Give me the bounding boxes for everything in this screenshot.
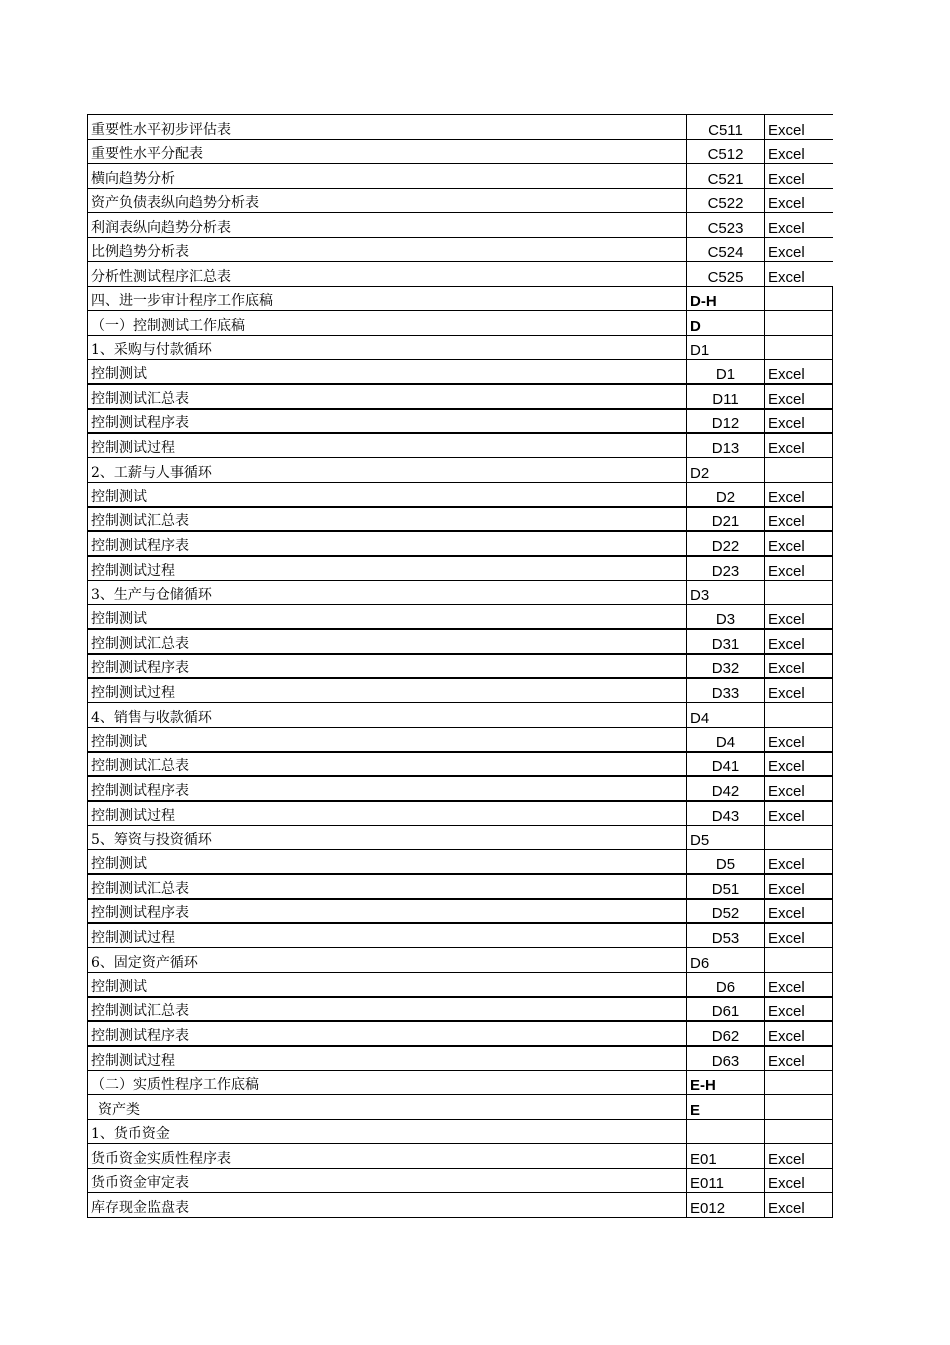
cell-code: D1: [687, 360, 765, 385]
table-row: [88, 874, 833, 899]
cell-name: 5、筹资与投资循环: [88, 825, 687, 850]
cell-code: D52: [687, 899, 765, 924]
table-row: [88, 1070, 833, 1095]
table-row: [88, 139, 833, 164]
cell-code: C512: [687, 139, 765, 164]
cell-code: C522: [687, 188, 765, 213]
cell-code: D-H: [687, 286, 765, 311]
cell-type: Excel: [765, 629, 833, 654]
table-row: [88, 1021, 833, 1046]
cell-code: D2: [687, 482, 765, 507]
cell-type: [765, 825, 833, 850]
cell-name: 分析性测试程序汇总表: [88, 262, 687, 287]
cell-code: D41: [687, 752, 765, 777]
cell-name: 控制测试: [88, 482, 687, 507]
cell-code: D6: [687, 972, 765, 997]
cell-name: 2、工薪与人事循环: [88, 458, 687, 483]
cell-name: 控制测试: [88, 972, 687, 997]
table-row: [88, 629, 833, 654]
table-row: [88, 1119, 833, 1144]
cell-code: D11: [687, 384, 765, 409]
table-row: [88, 409, 833, 434]
cell-type: Excel: [765, 384, 833, 409]
cell-type: Excel: [765, 115, 833, 140]
cell-type: [765, 1095, 833, 1120]
table-row: [88, 1046, 833, 1071]
cell-code: C511: [687, 115, 765, 140]
table-row: [88, 1144, 833, 1169]
table-row: [88, 213, 833, 238]
cell-type: Excel: [765, 850, 833, 875]
table-row: [88, 1095, 833, 1120]
cell-type: Excel: [765, 776, 833, 801]
cell-name: 控制测试过程: [88, 556, 687, 581]
cell-name: 控制测试: [88, 727, 687, 752]
table-row: [88, 188, 833, 213]
cell-code: C521: [687, 164, 765, 189]
cell-code: D22: [687, 531, 765, 556]
cell-code: D4: [687, 703, 765, 728]
table-row: [88, 384, 833, 409]
cell-name: 6、固定资产循环: [88, 948, 687, 973]
cell-name: 控制测试过程: [88, 1046, 687, 1071]
cell-type: [765, 311, 833, 336]
cell-type: [765, 580, 833, 605]
cell-type: [765, 1119, 833, 1144]
table-row: [88, 605, 833, 630]
table-row: [88, 923, 833, 948]
cell-type: Excel: [765, 972, 833, 997]
cell-name: 控制测试过程: [88, 801, 687, 826]
table-row: [88, 433, 833, 458]
cell-name: 控制测试程序表: [88, 654, 687, 679]
cell-code: C523: [687, 213, 765, 238]
cell-code: C524: [687, 237, 765, 262]
table-row: [88, 286, 833, 311]
cell-code: D33: [687, 678, 765, 703]
cell-name: 资产负债表纵向趋势分析表: [88, 188, 687, 213]
cell-name: 货币资金审定表: [88, 1168, 687, 1193]
cell-type: Excel: [765, 531, 833, 556]
table-row: [88, 262, 833, 287]
cell-code: D61: [687, 997, 765, 1022]
table-row: [88, 311, 833, 336]
cell-name: 利润表纵向趋势分析表: [88, 213, 687, 238]
table-row: [88, 801, 833, 826]
cell-type: Excel: [765, 1193, 833, 1218]
cell-code: D2: [687, 458, 765, 483]
cell-code: E011: [687, 1168, 765, 1193]
table-row: [88, 1168, 833, 1193]
cell-type: Excel: [765, 237, 833, 262]
cell-name: 控制测试: [88, 360, 687, 385]
cell-code: D6: [687, 948, 765, 973]
cell-type: Excel: [765, 213, 833, 238]
table-row: [88, 776, 833, 801]
cell-code: D42: [687, 776, 765, 801]
table-row: [88, 531, 833, 556]
cell-type: [765, 458, 833, 483]
table-row: [88, 752, 833, 777]
table-row: [88, 899, 833, 924]
table-row: [88, 1193, 833, 1218]
cell-type: Excel: [765, 752, 833, 777]
cell-name: 控制测试过程: [88, 678, 687, 703]
cell-code: D62: [687, 1021, 765, 1046]
cell-name: （二）实质性程序工作底稿: [88, 1070, 687, 1095]
cell-name: 控制测试: [88, 850, 687, 875]
cell-name: 控制测试程序表: [88, 409, 687, 434]
cell-code: D43: [687, 801, 765, 826]
table-body: [88, 115, 833, 1218]
cell-type: [765, 703, 833, 728]
table-row: [88, 948, 833, 973]
cell-type: Excel: [765, 507, 833, 532]
cell-type: Excel: [765, 1021, 833, 1046]
cell-code: D53: [687, 923, 765, 948]
cell-code: D31: [687, 629, 765, 654]
cell-type: Excel: [765, 164, 833, 189]
table-row: [88, 654, 833, 679]
cell-name: 控制测试汇总表: [88, 752, 687, 777]
cell-code: D1: [687, 335, 765, 360]
cell-code: D23: [687, 556, 765, 581]
table-row: [88, 556, 833, 581]
table-row: [88, 458, 833, 483]
cell-type: Excel: [765, 409, 833, 434]
cell-type: Excel: [765, 923, 833, 948]
workpaper-index-table: [87, 114, 833, 1218]
table-row: [88, 360, 833, 385]
cell-type: Excel: [765, 139, 833, 164]
table-row: [88, 115, 833, 140]
cell-type: Excel: [765, 1144, 833, 1169]
cell-code: D: [687, 311, 765, 336]
cell-type: Excel: [765, 482, 833, 507]
cell-name: 横向趋势分析: [88, 164, 687, 189]
table-row: [88, 164, 833, 189]
cell-name: 控制测试汇总表: [88, 629, 687, 654]
cell-code: D12: [687, 409, 765, 434]
cell-name: 控制测试程序表: [88, 531, 687, 556]
cell-type: Excel: [765, 433, 833, 458]
cell-code: E-H: [687, 1070, 765, 1095]
cell-name: （一）控制测试工作底稿: [88, 311, 687, 336]
table-row: [88, 580, 833, 605]
cell-type: Excel: [765, 654, 833, 679]
cell-name: 库存现金监盘表: [88, 1193, 687, 1218]
cell-type: [765, 1070, 833, 1095]
cell-code: D21: [687, 507, 765, 532]
cell-name: 控制测试汇总表: [88, 384, 687, 409]
table-row: [88, 703, 833, 728]
cell-name: 3、生产与仓储循环: [88, 580, 687, 605]
table-row: [88, 972, 833, 997]
table-row: [88, 825, 833, 850]
cell-type: [765, 286, 833, 311]
cell-name: 1、货币资金: [88, 1119, 687, 1144]
cell-type: Excel: [765, 678, 833, 703]
cell-name: 重要性水平分配表: [88, 139, 687, 164]
cell-type: Excel: [765, 262, 833, 287]
cell-name: 控制测试过程: [88, 433, 687, 458]
cell-code: D51: [687, 874, 765, 899]
cell-code: E: [687, 1095, 765, 1120]
cell-code: [687, 1119, 765, 1144]
cell-name: 四、进一步审计程序工作底稿: [88, 286, 687, 311]
cell-type: Excel: [765, 188, 833, 213]
cell-type: Excel: [765, 997, 833, 1022]
table-row: [88, 727, 833, 752]
cell-name: 控制测试汇总表: [88, 874, 687, 899]
cell-name: 比例趋势分析表: [88, 237, 687, 262]
cell-type: Excel: [765, 801, 833, 826]
cell-name: 1、采购与付款循环: [88, 335, 687, 360]
cell-type: Excel: [765, 605, 833, 630]
cell-name: 控制测试: [88, 605, 687, 630]
cell-type: Excel: [765, 874, 833, 899]
cell-type: Excel: [765, 727, 833, 752]
cell-code: E012: [687, 1193, 765, 1218]
cell-code: C525: [687, 262, 765, 287]
cell-code: D13: [687, 433, 765, 458]
cell-code: D5: [687, 825, 765, 850]
cell-code: D3: [687, 605, 765, 630]
cell-name: 4、销售与收款循环: [88, 703, 687, 728]
table-row: [88, 482, 833, 507]
cell-code: D5: [687, 850, 765, 875]
cell-type: Excel: [765, 556, 833, 581]
cell-name: 控制测试程序表: [88, 1021, 687, 1046]
cell-type: [765, 335, 833, 360]
cell-type: Excel: [765, 899, 833, 924]
cell-code: D3: [687, 580, 765, 605]
cell-code: E01: [687, 1144, 765, 1169]
cell-code: D32: [687, 654, 765, 679]
cell-name: 控制测试程序表: [88, 776, 687, 801]
table-row: [88, 237, 833, 262]
cell-type: [765, 948, 833, 973]
cell-name: 控制测试程序表: [88, 899, 687, 924]
cell-code: D4: [687, 727, 765, 752]
cell-code: D63: [687, 1046, 765, 1071]
table-row: [88, 335, 833, 360]
table-row: [88, 850, 833, 875]
cell-name: 重要性水平初步评估表: [88, 115, 687, 140]
cell-name: 货币资金实质性程序表: [88, 1144, 687, 1169]
cell-type: Excel: [765, 360, 833, 385]
cell-name: 控制测试汇总表: [88, 997, 687, 1022]
table-row: [88, 507, 833, 532]
cell-name: 控制测试汇总表: [88, 507, 687, 532]
table-row: [88, 678, 833, 703]
cell-name: 资产类: [88, 1095, 687, 1120]
cell-type: Excel: [765, 1046, 833, 1071]
cell-name: 控制测试过程: [88, 923, 687, 948]
cell-type: Excel: [765, 1168, 833, 1193]
table-row: [88, 997, 833, 1022]
